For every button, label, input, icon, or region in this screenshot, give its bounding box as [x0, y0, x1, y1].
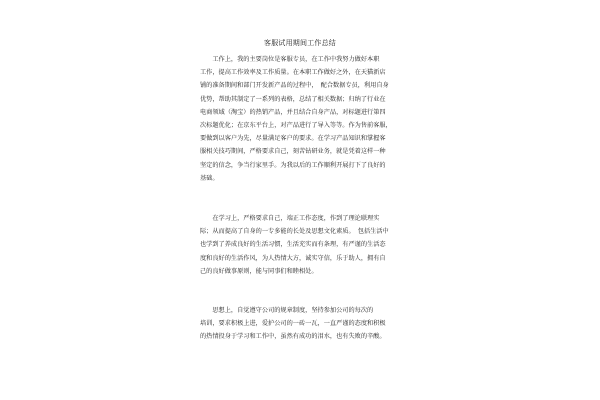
paragraph-line: 度和良好的生活作风，为人热情大方，诚实守信，乐于助人，拥有自 — [200, 254, 386, 262]
paragraph-line: 电商领域（淘宝）的热销产品，并且结合自身产品，对标题进行第四 — [200, 108, 386, 116]
paragraph-line: 要做到以客户为先，尽量满足客户的要求。在学习产品知识和掌握客 — [200, 135, 386, 143]
paragraph-work — [200, 53, 406, 185]
paragraph-line: 工作，提高工作效率及工作质量。在本职工作做好之外，在天猫新店 — [200, 69, 386, 77]
paragraph-line: 优势，帮助其制定了一系列的表格，总结了相关数据；归纳了行业在 — [200, 95, 386, 103]
paragraph-line: 也学到了养成良好的生活习惯，生活充实而有条理，有严谨的生活态 — [200, 241, 386, 249]
paragraph-line: 在学习上，严格要求自己，端正工作态度，作到了理论联理实 — [200, 215, 380, 222]
paragraph-line: 服相关技巧期间，严格要求自己，刻苦钻研业务，就是凭着这样一种 — [200, 148, 386, 156]
paragraph-line: 培训，要求积极上进，爱护公司的一砖一瓦，一直严谨的态度和积极 — [200, 320, 386, 328]
paragraph-line: 坚定的信念，争当行家里手。为我以后的工作顺利开展打下了良好的 — [200, 161, 386, 169]
paragraph-line: 基础。 — [200, 174, 219, 182]
paragraph-line: 铺的准备期间和部门开发新产品的过程中， 配合数据专员，利用自身 — [200, 82, 389, 90]
paragraph-study — [200, 212, 406, 278]
paragraph-thought — [200, 304, 406, 344]
paragraph-line: 己的良好做事原则，能与同事们和睦相处。 — [200, 267, 318, 275]
paragraph-line: 工作上，我的主要岗位是客服专员，在工作中我努力做好本职 — [200, 56, 380, 63]
paragraph-line: 的热情投身于学习和工作中，虽然有成功的泪水，也有失败的辛酸。 — [200, 333, 386, 341]
paragraph-line: 思想上，自觉遵守公司的规章制度，坚持参加公司的每次的 — [200, 307, 374, 314]
paragraph-line: 际；从而提高了自身的一专多能的长处及思想文化素质。 包括生活中 — [200, 228, 389, 236]
paragraph-line: 次标题优化；在京东平台上，对产品进行了导入等等。作为售前客服， — [200, 122, 392, 130]
document-title: 客服试用期间工作总结 — [264, 39, 336, 47]
